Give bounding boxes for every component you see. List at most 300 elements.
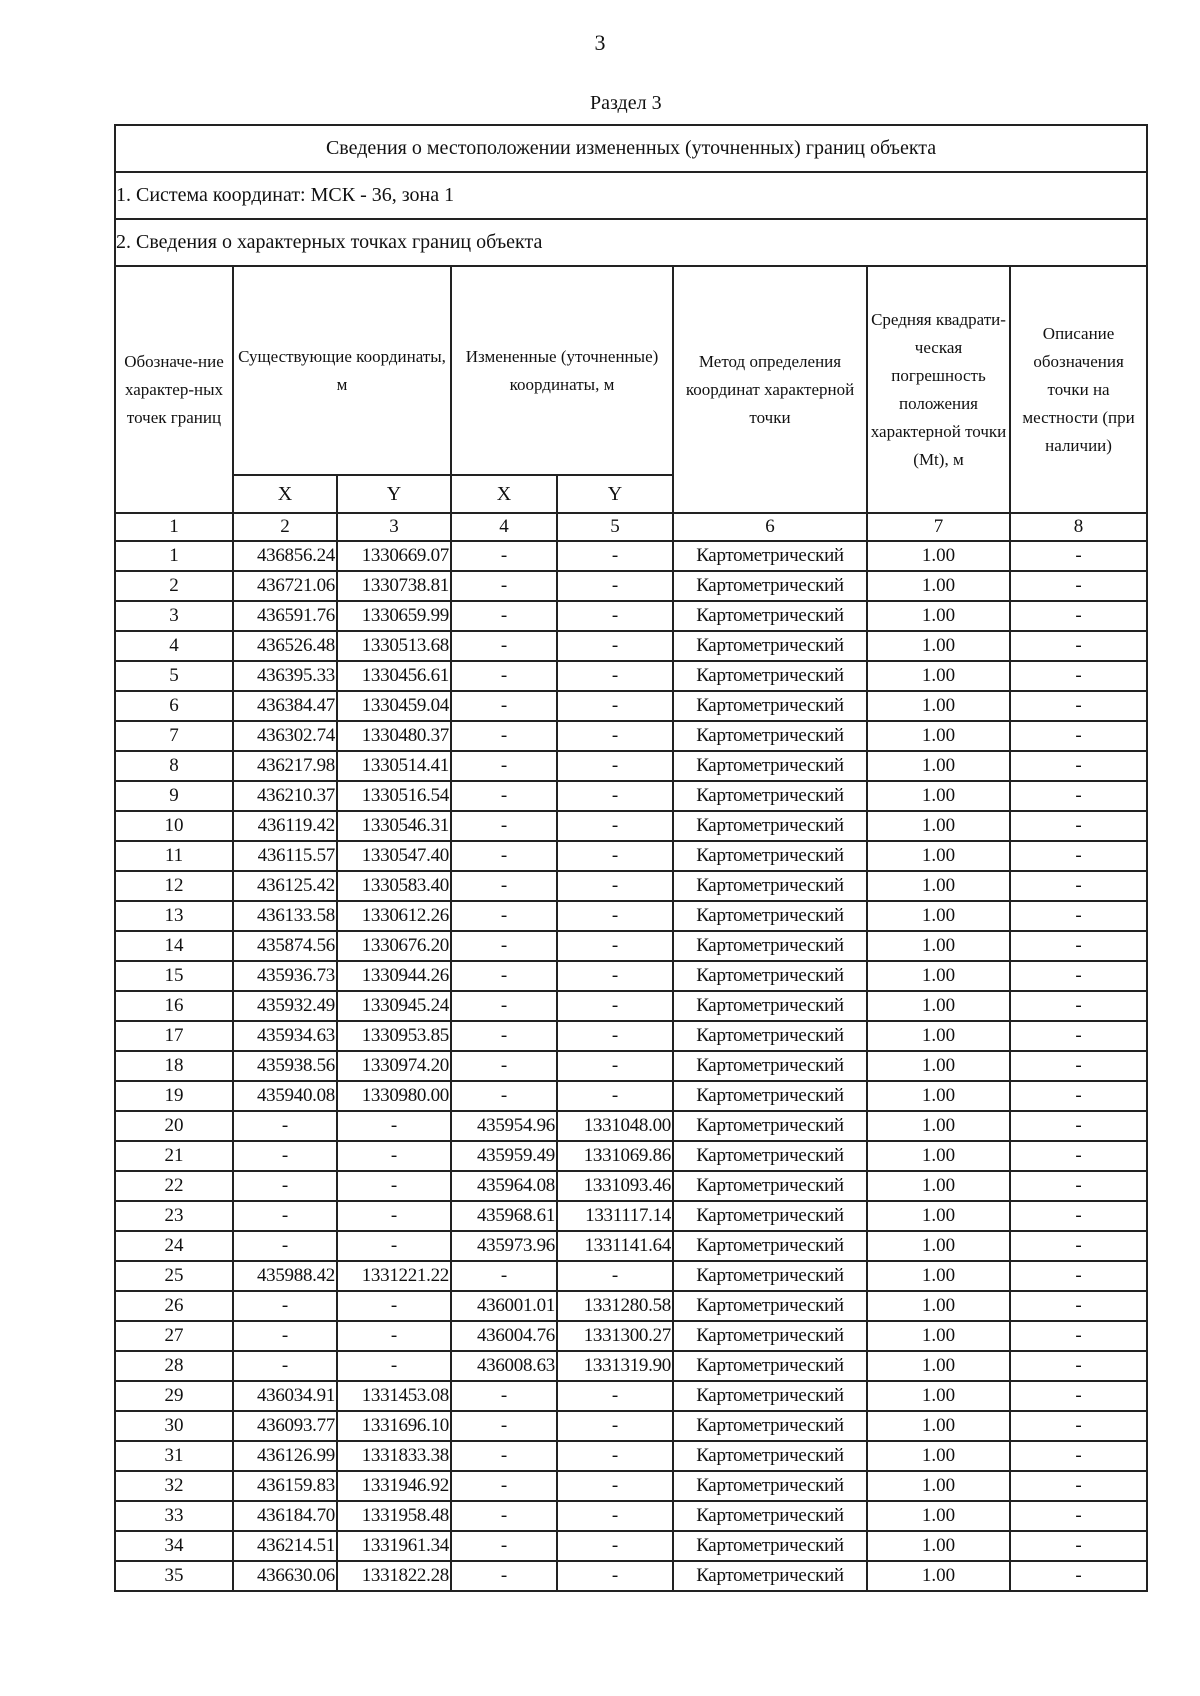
table-row	[115, 1381, 1147, 1411]
cell-point-number: 16	[115, 991, 233, 1021]
cell-existing-x: 436214.51	[233, 1531, 337, 1561]
cell-error-mt: 1.00	[867, 781, 1010, 811]
cell-changed-x: -	[451, 571, 557, 601]
cell-point-number: 26	[115, 1291, 233, 1321]
cell-changed-y: -	[557, 751, 673, 781]
table-row	[115, 1231, 1147, 1261]
cell-existing-x: 435988.42	[233, 1261, 337, 1291]
cell-method: Картометрический	[673, 871, 867, 901]
header-point: Обозначе-ние характер-ных точек границ	[115, 266, 233, 513]
cell-point-number: 31	[115, 1441, 233, 1471]
cell-existing-x: 436184.70	[233, 1501, 337, 1531]
header-method: Метод определения координат характерной точки	[673, 266, 867, 513]
cell-description: -	[1010, 1501, 1147, 1531]
cell-existing-x: -	[233, 1321, 337, 1351]
cell-changed-y: 1331117.14	[557, 1201, 673, 1231]
cell-method: Картометрический	[673, 961, 867, 991]
cell-existing-x: 435940.08	[233, 1081, 337, 1111]
cell-existing-x: -	[233, 1141, 337, 1171]
cell-existing-y: 1330659.99	[337, 601, 451, 631]
cell-changed-x: -	[451, 811, 557, 841]
cell-changed-y: -	[557, 961, 673, 991]
cell-method: Картометрический	[673, 1441, 867, 1471]
cell-description: -	[1010, 901, 1147, 931]
cell-changed-y: 1331048.00	[557, 1111, 673, 1141]
cell-existing-x: 436093.77	[233, 1411, 337, 1441]
cell-changed-y: -	[557, 1021, 673, 1051]
cell-changed-x: 435959.49	[451, 1141, 557, 1171]
cell-changed-x: 435964.08	[451, 1171, 557, 1201]
cell-existing-y: 1330459.04	[337, 691, 451, 721]
cell-point-number: 27	[115, 1321, 233, 1351]
cell-error-mt: 1.00	[867, 571, 1010, 601]
cell-point-number: 13	[115, 901, 233, 931]
cell-method: Картометрический	[673, 1411, 867, 1441]
cell-error-mt: 1.00	[867, 1411, 1010, 1441]
cell-error-mt: 1.00	[867, 1111, 1010, 1141]
cell-changed-x: 435954.96	[451, 1111, 557, 1141]
cell-changed-x: -	[451, 871, 557, 901]
cell-existing-y: -	[337, 1111, 451, 1141]
cell-error-mt: 1.00	[867, 1291, 1010, 1321]
cell-existing-y: 1331221.22	[337, 1261, 451, 1291]
cell-point-number: 20	[115, 1111, 233, 1141]
cell-changed-y: -	[557, 1501, 673, 1531]
cell-description: -	[1010, 1081, 1147, 1111]
table-row	[115, 1351, 1147, 1381]
cell-changed-y: 1331319.90	[557, 1351, 673, 1381]
cell-changed-x: -	[451, 751, 557, 781]
cell-point-number: 7	[115, 721, 233, 751]
cell-changed-y: -	[557, 781, 673, 811]
cell-changed-x: -	[451, 961, 557, 991]
cell-error-mt: 1.00	[867, 961, 1010, 991]
cell-existing-y: 1330612.26	[337, 901, 451, 931]
cell-description: -	[1010, 1531, 1147, 1561]
cell-changed-x: -	[451, 1441, 557, 1471]
cell-existing-y: 1330980.00	[337, 1081, 451, 1111]
cell-existing-y: 1330547.40	[337, 841, 451, 871]
cell-description: -	[1010, 1411, 1147, 1441]
cell-description: -	[1010, 1051, 1147, 1081]
cell-changed-y: 1331069.86	[557, 1141, 673, 1171]
cell-error-mt: 1.00	[867, 871, 1010, 901]
cell-existing-x: -	[233, 1351, 337, 1381]
table-row	[115, 1501, 1147, 1531]
table-row	[115, 1261, 1147, 1291]
cell-existing-x: 436302.74	[233, 721, 337, 751]
cell-existing-y: 1331833.38	[337, 1441, 451, 1471]
cell-description: -	[1010, 1171, 1147, 1201]
cell-method: Картометрический	[673, 571, 867, 601]
cell-changed-x: -	[451, 1561, 557, 1591]
table-row	[115, 811, 1147, 841]
cell-changed-y: 1331141.64	[557, 1231, 673, 1261]
cell-method: Картометрический	[673, 541, 867, 571]
cell-method: Картометрический	[673, 1561, 867, 1591]
cell-existing-y: -	[337, 1201, 451, 1231]
cell-method: Картометрический	[673, 1141, 867, 1171]
cell-error-mt: 1.00	[867, 1351, 1010, 1381]
cell-changed-x: -	[451, 541, 557, 571]
cell-method: Картометрический	[673, 991, 867, 1021]
cell-changed-x: -	[451, 901, 557, 931]
cell-changed-y: -	[557, 1051, 673, 1081]
cell-existing-y: 1330546.31	[337, 811, 451, 841]
table-row	[115, 871, 1147, 901]
cell-existing-y: 1330974.20	[337, 1051, 451, 1081]
cell-changed-x: -	[451, 1411, 557, 1441]
cell-existing-y: 1330945.24	[337, 991, 451, 1021]
cell-existing-x: 436119.42	[233, 811, 337, 841]
cell-existing-y: 1331946.92	[337, 1471, 451, 1501]
cell-point-number: 3	[115, 601, 233, 631]
cell-changed-y: -	[557, 1411, 673, 1441]
cell-point-number: 28	[115, 1351, 233, 1381]
cell-method: Картометрический	[673, 721, 867, 751]
cell-changed-y: -	[557, 691, 673, 721]
table-title: Сведения о местоположении измененных (уточненных) границ объекта	[115, 125, 1147, 172]
cell-changed-x: 435968.61	[451, 1201, 557, 1231]
cell-existing-x: -	[233, 1111, 337, 1141]
cell-existing-x: 436159.83	[233, 1471, 337, 1501]
cell-error-mt: 1.00	[867, 931, 1010, 961]
cell-existing-y: 1330738.81	[337, 571, 451, 601]
cell-error-mt: 1.00	[867, 1441, 1010, 1471]
cell-existing-x: 436126.99	[233, 1441, 337, 1471]
cell-changed-x: -	[451, 1051, 557, 1081]
table-row	[115, 1081, 1147, 1111]
cell-point-number: 32	[115, 1471, 233, 1501]
cell-description: -	[1010, 1111, 1147, 1141]
cell-description: -	[1010, 601, 1147, 631]
cell-changed-y: -	[557, 811, 673, 841]
cell-existing-y: 1330944.26	[337, 961, 451, 991]
cell-existing-x: 436384.47	[233, 691, 337, 721]
cell-point-number: 15	[115, 961, 233, 991]
cell-changed-y: -	[557, 721, 673, 751]
cell-existing-x: 436034.91	[233, 1381, 337, 1411]
cell-changed-x: -	[451, 721, 557, 751]
cell-description: -	[1010, 871, 1147, 901]
cell-description: -	[1010, 1141, 1147, 1171]
cell-changed-y: -	[557, 841, 673, 871]
cell-existing-x: 435934.63	[233, 1021, 337, 1051]
cell-method: Картометрический	[673, 1021, 867, 1051]
cell-existing-y: 1330583.40	[337, 871, 451, 901]
cell-description: -	[1010, 1471, 1147, 1501]
column-number: 6	[673, 513, 867, 541]
cell-changed-y: -	[557, 991, 673, 1021]
table-row	[115, 1021, 1147, 1051]
cell-point-number: 33	[115, 1501, 233, 1531]
cell-error-mt: 1.00	[867, 1171, 1010, 1201]
table-row	[115, 1411, 1147, 1441]
cell-changed-x: -	[451, 781, 557, 811]
cell-description: -	[1010, 661, 1147, 691]
cell-changed-y: -	[557, 631, 673, 661]
cell-error-mt: 1.00	[867, 721, 1010, 751]
cell-changed-y: -	[557, 1441, 673, 1471]
table-row	[115, 1321, 1147, 1351]
table-row	[115, 781, 1147, 811]
cell-error-mt: 1.00	[867, 1231, 1010, 1261]
cell-method: Картометрический	[673, 601, 867, 631]
table-row	[115, 1171, 1147, 1201]
cell-changed-x: -	[451, 1021, 557, 1051]
cell-existing-x: 436630.06	[233, 1561, 337, 1591]
table-row	[115, 991, 1147, 1021]
cell-error-mt: 1.00	[867, 1531, 1010, 1561]
cell-existing-y: 1330513.68	[337, 631, 451, 661]
cell-error-mt: 1.00	[867, 1261, 1010, 1291]
table-row	[115, 901, 1147, 931]
cell-error-mt: 1.00	[867, 811, 1010, 841]
cell-error-mt: 1.00	[867, 691, 1010, 721]
cell-point-number: 12	[115, 871, 233, 901]
cell-changed-y: -	[557, 931, 673, 961]
cell-method: Картометрический	[673, 631, 867, 661]
cell-changed-y: -	[557, 1261, 673, 1291]
cell-method: Картометрический	[673, 751, 867, 781]
cell-point-number: 30	[115, 1411, 233, 1441]
cell-existing-y: 1330953.85	[337, 1021, 451, 1051]
section-title: Раздел 3	[590, 92, 662, 114]
cell-method: Картометрический	[673, 1111, 867, 1141]
cell-method: Картометрический	[673, 1261, 867, 1291]
table-row	[115, 751, 1147, 781]
cell-description: -	[1010, 1321, 1147, 1351]
cell-method: Картометрический	[673, 811, 867, 841]
cell-point-number: 19	[115, 1081, 233, 1111]
cell-changed-x: 436008.63	[451, 1351, 557, 1381]
cell-point-number: 1	[115, 541, 233, 571]
cell-description: -	[1010, 631, 1147, 661]
cell-error-mt: 1.00	[867, 1321, 1010, 1351]
cell-point-number: 29	[115, 1381, 233, 1411]
cell-method: Картометрический	[673, 1381, 867, 1411]
cell-error-mt: 1.00	[867, 751, 1010, 781]
cell-description: -	[1010, 1381, 1147, 1411]
cell-method: Картометрический	[673, 1351, 867, 1381]
cell-error-mt: 1.00	[867, 631, 1010, 661]
table-row	[115, 691, 1147, 721]
cell-existing-x: 435932.49	[233, 991, 337, 1021]
cell-method: Картометрический	[673, 901, 867, 931]
cell-changed-y: -	[557, 1081, 673, 1111]
cell-changed-x: 435973.96	[451, 1231, 557, 1261]
column-numbers-row	[115, 513, 1147, 541]
cell-point-number: 2	[115, 571, 233, 601]
cell-error-mt: 1.00	[867, 1471, 1010, 1501]
cell-changed-x: -	[451, 1381, 557, 1411]
cell-existing-x: 436133.58	[233, 901, 337, 931]
cell-description: -	[1010, 571, 1147, 601]
cell-existing-x: 436125.42	[233, 871, 337, 901]
cell-changed-y: -	[557, 1471, 673, 1501]
header-changed-x: X	[451, 475, 557, 513]
table-row	[115, 1561, 1147, 1591]
table-row	[115, 571, 1147, 601]
table-row	[115, 721, 1147, 751]
cell-existing-x: 435874.56	[233, 931, 337, 961]
table-row	[115, 601, 1147, 631]
page-number: 3	[594, 30, 606, 55]
cell-description: -	[1010, 961, 1147, 991]
cell-existing-x: 436721.06	[233, 571, 337, 601]
cell-error-mt: 1.00	[867, 991, 1010, 1021]
table-row	[115, 1201, 1147, 1231]
table-row	[115, 1111, 1147, 1141]
cell-error-mt: 1.00	[867, 1051, 1010, 1081]
cell-changed-x: -	[451, 841, 557, 871]
cell-changed-x: -	[451, 1501, 557, 1531]
cell-description: -	[1010, 1351, 1147, 1381]
cell-existing-y: 1330514.41	[337, 751, 451, 781]
cell-changed-x: -	[451, 1081, 557, 1111]
header-changed-y: Y	[557, 475, 673, 513]
column-number: 3	[337, 513, 451, 541]
cell-point-number: 9	[115, 781, 233, 811]
cell-point-number: 8	[115, 751, 233, 781]
cell-changed-x: -	[451, 631, 557, 661]
cell-existing-y: 1330480.37	[337, 721, 451, 751]
boundary-points-table	[114, 124, 1148, 1592]
coordinate-system: 1. Система координат: МСК - 36, зона 1	[115, 172, 1147, 219]
cell-existing-y: 1331822.28	[337, 1561, 451, 1591]
cell-description: -	[1010, 751, 1147, 781]
cell-error-mt: 1.00	[867, 1561, 1010, 1591]
cell-changed-y: -	[557, 901, 673, 931]
cell-existing-y: -	[337, 1321, 451, 1351]
table-row	[115, 1141, 1147, 1171]
table-row	[115, 1531, 1147, 1561]
cell-point-number: 17	[115, 1021, 233, 1051]
cell-description: -	[1010, 781, 1147, 811]
column-number: 2	[233, 513, 337, 541]
cell-changed-y: -	[557, 541, 673, 571]
cell-method: Картометрический	[673, 1201, 867, 1231]
cell-method: Картометрический	[673, 691, 867, 721]
cell-point-number: 18	[115, 1051, 233, 1081]
column-number: 7	[867, 513, 1010, 541]
cell-point-number: 5	[115, 661, 233, 691]
cell-point-number: 21	[115, 1141, 233, 1171]
points-heading: 2. Сведения о характерных точках границ объекта	[115, 219, 1147, 266]
cell-error-mt: 1.00	[867, 1021, 1010, 1051]
cell-method: Картометрический	[673, 1291, 867, 1321]
cell-error-mt: 1.00	[867, 541, 1010, 571]
cell-method: Картометрический	[673, 1471, 867, 1501]
header-error: Средняя квадрати-ческая погрешность положения характерной точки (Mt), м	[867, 266, 1010, 513]
cell-point-number: 23	[115, 1201, 233, 1231]
cell-changed-y: -	[557, 601, 673, 631]
cell-existing-x: 436856.24	[233, 541, 337, 571]
cell-description: -	[1010, 1291, 1147, 1321]
cell-changed-y: 1331300.27	[557, 1321, 673, 1351]
cell-changed-x: -	[451, 991, 557, 1021]
cell-description: -	[1010, 811, 1147, 841]
cell-changed-x: 436004.76	[451, 1321, 557, 1351]
cell-error-mt: 1.00	[867, 1081, 1010, 1111]
cell-existing-y: 1331961.34	[337, 1531, 451, 1561]
cell-error-mt: 1.00	[867, 1201, 1010, 1231]
cell-description: -	[1010, 721, 1147, 751]
header-existing-x: X	[233, 475, 337, 513]
cell-method: Картометрический	[673, 661, 867, 691]
table-body	[115, 541, 1147, 1591]
cell-method: Картометрический	[673, 1051, 867, 1081]
cell-point-number: 22	[115, 1171, 233, 1201]
cell-existing-x: 435938.56	[233, 1051, 337, 1081]
cell-existing-x: 436526.48	[233, 631, 337, 661]
cell-existing-x: 436210.37	[233, 781, 337, 811]
cell-existing-x: 436395.33	[233, 661, 337, 691]
cell-changed-y: 1331093.46	[557, 1171, 673, 1201]
cell-changed-x: -	[451, 661, 557, 691]
column-number: 8	[1010, 513, 1147, 541]
cell-description: -	[1010, 691, 1147, 721]
cell-existing-y: -	[337, 1141, 451, 1171]
cell-point-number: 10	[115, 811, 233, 841]
cell-existing-x: 436115.57	[233, 841, 337, 871]
cell-existing-x: -	[233, 1291, 337, 1321]
cell-error-mt: 1.00	[867, 841, 1010, 871]
cell-description: -	[1010, 841, 1147, 871]
cell-changed-y: -	[557, 661, 673, 691]
cell-changed-y: -	[557, 571, 673, 601]
cell-error-mt: 1.00	[867, 1141, 1010, 1171]
cell-error-mt: 1.00	[867, 601, 1010, 631]
cell-existing-x: -	[233, 1201, 337, 1231]
cell-method: Картометрический	[673, 1231, 867, 1261]
cell-existing-y: 1331696.10	[337, 1411, 451, 1441]
cell-method: Картометрический	[673, 931, 867, 961]
cell-method: Картометрический	[673, 781, 867, 811]
column-number: 1	[115, 513, 233, 541]
cell-method: Картометрический	[673, 1501, 867, 1531]
cell-existing-y: 1330676.20	[337, 931, 451, 961]
cell-existing-x: 435936.73	[233, 961, 337, 991]
table-row	[115, 541, 1147, 571]
cell-existing-x: 436591.76	[233, 601, 337, 631]
cell-point-number: 24	[115, 1231, 233, 1261]
cell-changed-x: -	[451, 691, 557, 721]
cell-description: -	[1010, 1021, 1147, 1051]
cell-existing-x: -	[233, 1231, 337, 1261]
cell-changed-x: -	[451, 1261, 557, 1291]
table-row	[115, 931, 1147, 961]
cell-description: -	[1010, 931, 1147, 961]
cell-point-number: 4	[115, 631, 233, 661]
cell-method: Картометрический	[673, 841, 867, 871]
cell-description: -	[1010, 1561, 1147, 1591]
cell-point-number: 6	[115, 691, 233, 721]
header-existing-y: Y	[337, 475, 451, 513]
header-changed: Измененные (уточненные) координаты, м	[451, 266, 673, 475]
table-row	[115, 961, 1147, 991]
cell-description: -	[1010, 991, 1147, 1021]
cell-description: -	[1010, 1231, 1147, 1261]
cell-description: -	[1010, 541, 1147, 571]
cell-existing-y: 1330669.07	[337, 541, 451, 571]
table-row	[115, 1441, 1147, 1471]
cell-method: Картометрический	[673, 1531, 867, 1561]
table-row	[115, 1291, 1147, 1321]
column-number: 4	[451, 513, 557, 541]
cell-point-number: 35	[115, 1561, 233, 1591]
cell-changed-x: -	[451, 601, 557, 631]
